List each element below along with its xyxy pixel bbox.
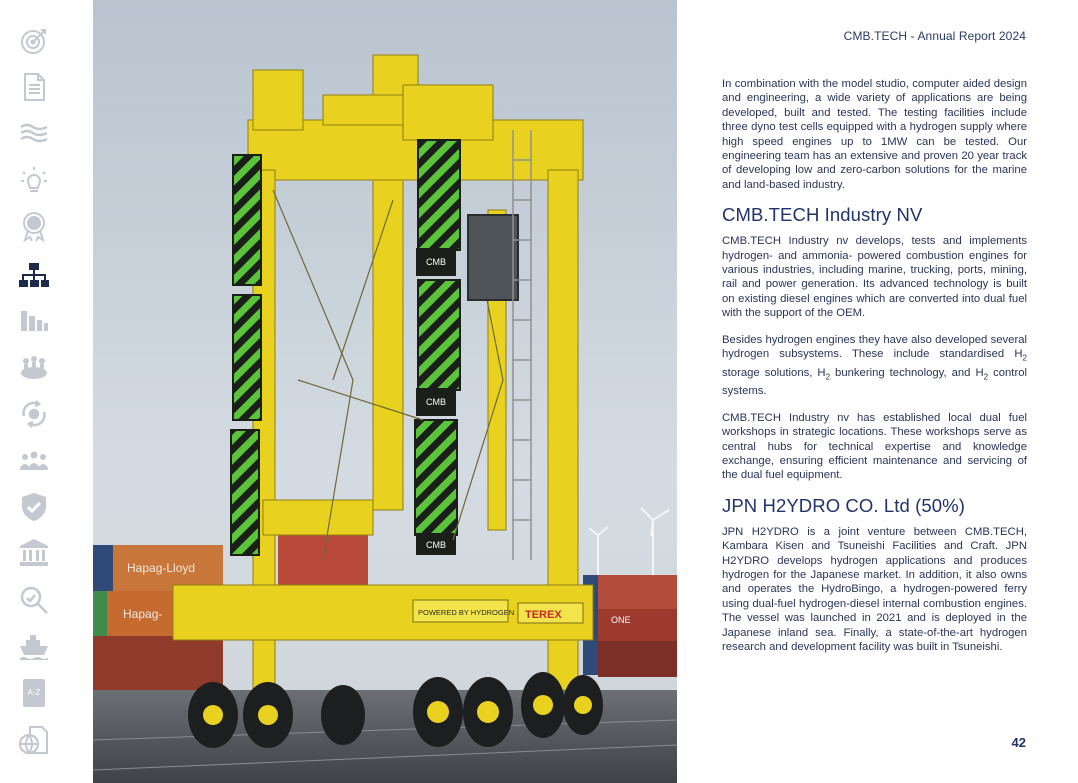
- page-number: 42: [1011, 735, 1026, 750]
- bar-chart-icon[interactable]: [15, 301, 53, 339]
- industry-paragraph-1: CMB.TECH Industry nv develops, tests and implements hydrogen- and ammonia- powered combustion engines for various industries, including marine, trucking, ports, mining, rail and power generation. Its advanced technology is built on existing diesel engines which are converted into dual fuel with the support of the OEM.: [722, 235, 1027, 320]
- h2-subscript-2: 2: [825, 372, 831, 381]
- cmb-badge-1: CMB: [426, 257, 446, 267]
- target-icon[interactable]: [15, 22, 53, 60]
- industry-paragraph-2: [722, 333, 1027, 399]
- container-one-label: ONE: [611, 615, 631, 625]
- recycle-globe-icon[interactable]: [15, 395, 53, 433]
- terex-logo: TEREX: [525, 609, 562, 621]
- p2-text-d: control systems.: [722, 366, 1027, 398]
- people-group-icon[interactable]: [15, 441, 53, 479]
- globe-document-icon[interactable]: [15, 721, 53, 759]
- p2-text-c: bunkering technology, and H: [830, 366, 984, 379]
- p2-text-b: storage solutions, H: [722, 366, 826, 379]
- jpn-h2ydro-paragraph: JPN H2YDRO is a joint venture between CMB.TECH, Kambara Kisen and Tsuneishi Facilities and Craft. JPN H2YDRO develops hydrogen applications and produces hydrogen for the Japanese market. In addition, it also owns and operates the HydroBingo, a hydrogen-powered ferry using dual-fuel hydrogen-diesel internal combustion engines. The vessel was launched in 2021 and is deployed in the Japanese inland sea. Finally, a state-of-the-art hydrogen research and development facility was built in Tsuneishi.: [722, 525, 1027, 654]
- chapter-navigation: [0, 0, 93, 783]
- intro-paragraph: In combination with the model studio, computer aided design and engineering, a wide variety of applications are being developed, built and tested. The testing facilities include three dyno test cells equipped with a hydrogen supply where high speed engines up to 1MW can be tested. Our engineering team has an extensive and proven 20 year track of developing low and zero-carbon solutions for the marine and land-based industry.: [722, 78, 1027, 191]
- ship-icon[interactable]: [15, 628, 53, 666]
- industry-paragraph-3: CMB.TECH Industry nv has established local dual fuel workshops in strategic locations. These workshops serve as central hubs for technical expertise and knowledge exchange, ensuring efficient maintenance and servicing of the dual fuel equipment.: [722, 411, 1027, 482]
- award-ribbon-icon[interactable]: [15, 207, 53, 245]
- powered-by-hydrogen-label: POWERED BY HYDROGEN: [418, 608, 515, 617]
- h2-subscript-3: 2: [983, 372, 989, 381]
- org-chart-icon[interactable]: [15, 256, 53, 294]
- h2-subscript-1: 2: [1022, 353, 1027, 363]
- straddle-carrier-photo: [93, 0, 677, 783]
- bank-building-icon[interactable]: [15, 534, 53, 572]
- section-heading-industry: CMB.TECH Industry NV: [722, 204, 923, 226]
- magnifier-icon[interactable]: [15, 581, 53, 619]
- lightbulb-icon[interactable]: [15, 161, 53, 199]
- glossary-az-icon[interactable]: [15, 674, 53, 712]
- section-heading-jpn-h2ydro: JPN H2YDRO CO. Ltd (50%): [722, 494, 965, 516]
- glossary-az-label: A-Z: [27, 688, 41, 697]
- cmb-badge-2: CMB: [426, 397, 446, 407]
- container-hapag-label: Hapag-Lloyd: [127, 561, 196, 575]
- waves-icon[interactable]: [15, 114, 53, 152]
- running-header: CMB.TECH - Annual Report 2024: [843, 29, 1026, 43]
- p2-text-a: Besides hydrogen engines they have also developed several hydrogen subsystems. These include standardised H: [722, 333, 1027, 361]
- container-hapag-label-2: Hapag-: [123, 607, 163, 621]
- article-body: [722, 77, 1027, 667]
- document-icon[interactable]: [15, 68, 53, 106]
- cmb-badge-3: CMB: [426, 540, 446, 550]
- community-icon[interactable]: [15, 348, 53, 386]
- shield-check-icon[interactable]: [15, 488, 53, 526]
